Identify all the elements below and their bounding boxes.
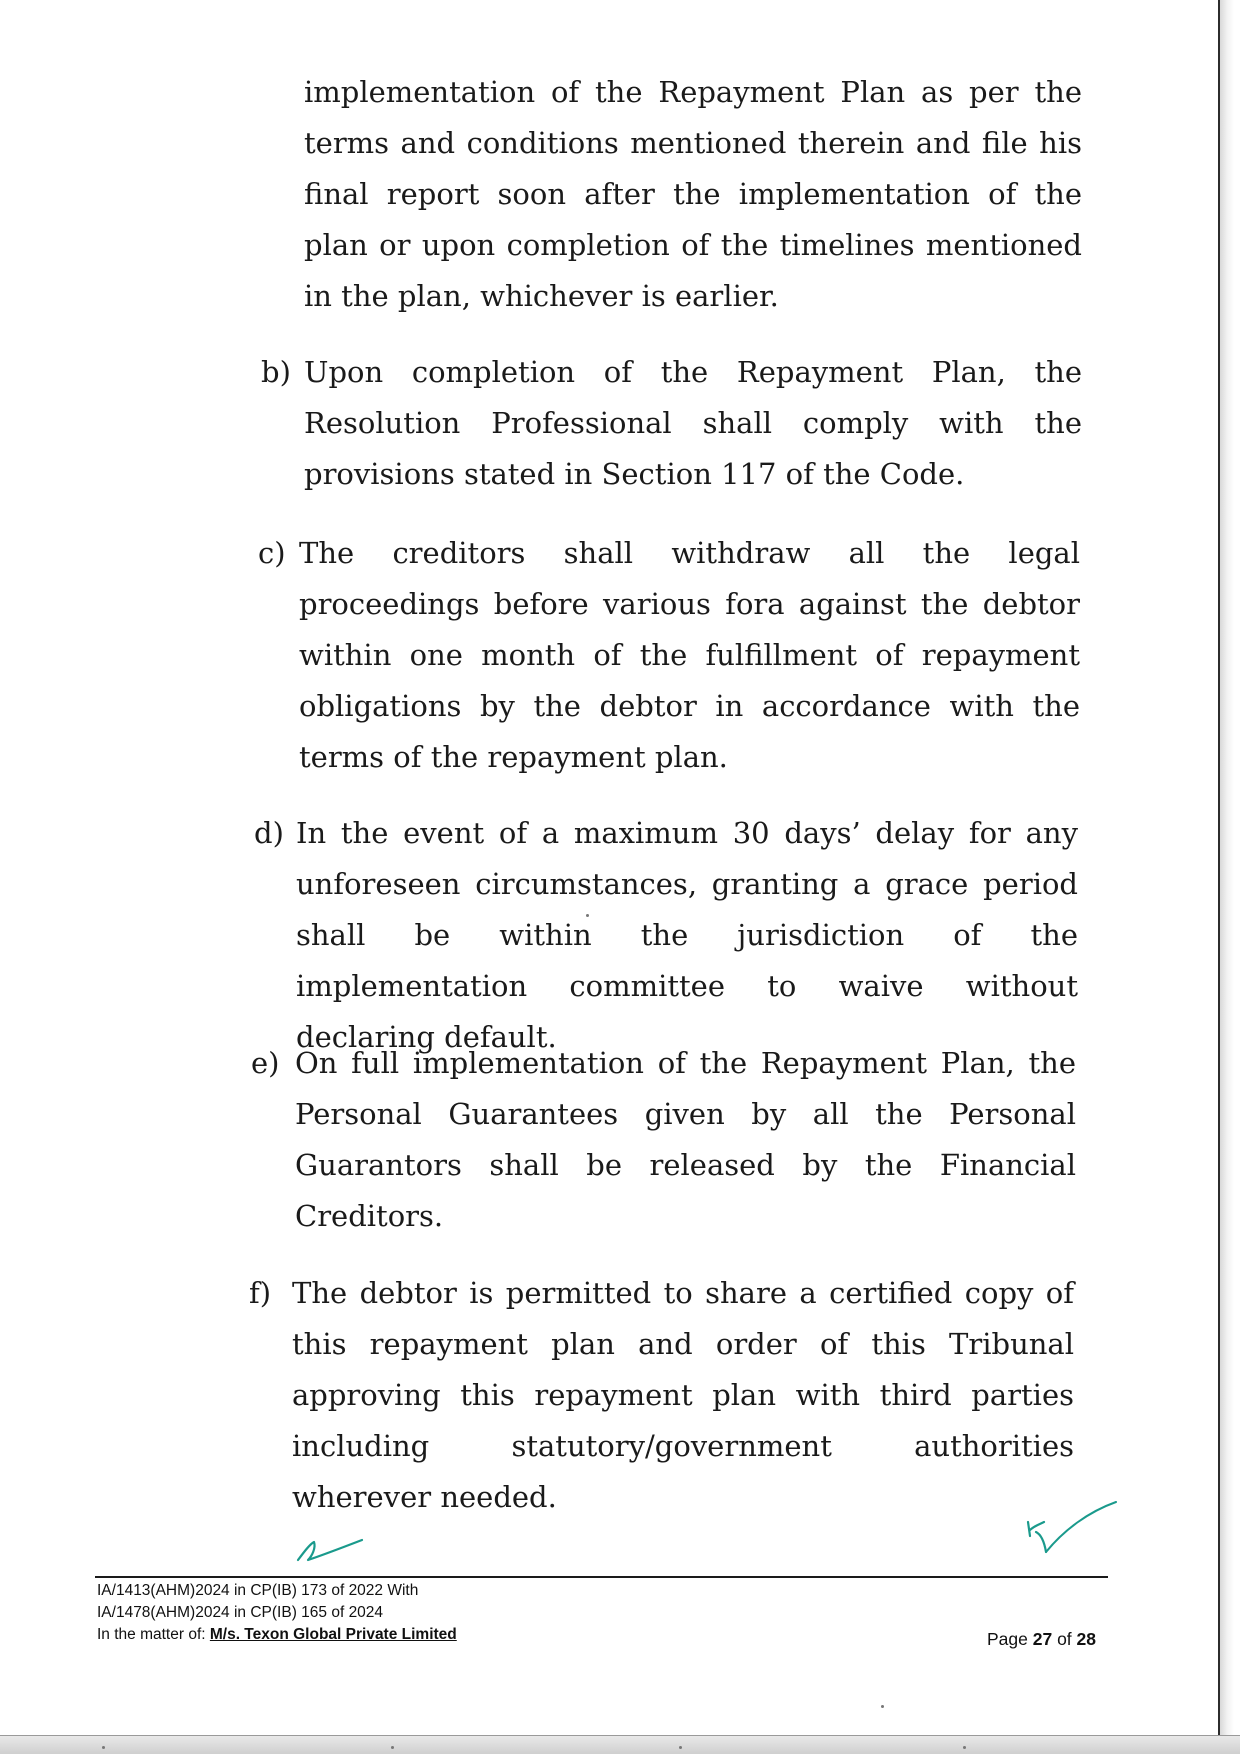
case-number-line-2: IA/1478(AHM)2024 in CP(IB) 165 of 2024 <box>97 1604 384 1621</box>
item-text: In the event of a maximum 30 days’ delay for any unforeseen circumstances, granting a grace period shall be within the jurisdiction of the implementation committee to waive without declaring default. <box>296 816 1078 1054</box>
item-label: b) <box>261 355 291 389</box>
footer-case-info <box>97 1580 717 1646</box>
page-separator: of <box>1052 1629 1077 1649</box>
item-text: The debtor is permitted to share a certified copy of this repayment plan and order of this Tribunal approving this repayment plan with third parties including statutory/government authorities wherever needed. <box>292 1276 1074 1514</box>
scan-bottom-edge <box>0 1735 1240 1754</box>
matter-prefix: In the matter of: <box>97 1626 210 1643</box>
page-total: 28 <box>1076 1629 1096 1649</box>
item-text: On full implementation of the Repayment Plan, the Personal Guarantees given by all the Personal Guarantors shall be released by the Financial Creditors. <box>295 1046 1076 1233</box>
initial-signature-left <box>292 1530 368 1566</box>
item-label: c) <box>258 536 286 570</box>
matter-line <box>97 1624 717 1646</box>
page-prefix: Page <box>987 1629 1033 1649</box>
intro-paragraph: implementation of the Repayment Plan as per the terms and conditions mentioned therein and file his final report soon after the implementation of the plan or upon completion of the timelines mentioned in the plan, whichever is earlier. <box>304 75 1082 313</box>
page-current: 27 <box>1032 1629 1053 1649</box>
scan-right-edge <box>1218 0 1240 1754</box>
page-number <box>987 1628 1096 1650</box>
scan-speck <box>881 1705 884 1708</box>
scan-speck <box>102 1746 105 1749</box>
scan-speck <box>586 914 589 917</box>
item-label: f) <box>249 1276 272 1310</box>
item-label: e) <box>251 1046 280 1080</box>
initial-signature-right <box>1018 1496 1122 1560</box>
item-text: Upon completion of the Repayment Plan, the Resolution Professional shall comply with the provisions stated in Section 117 of the Code. <box>304 355 1082 491</box>
footer-divider <box>95 1576 1108 1578</box>
item-label: d) <box>254 816 284 850</box>
scan-speck <box>391 1746 394 1749</box>
case-number-line-1: IA/1413(AHM)2024 in CP(IB) 173 of 2022 With <box>97 1582 419 1599</box>
scan-speck <box>679 1746 682 1749</box>
scan-speck <box>963 1746 966 1749</box>
item-text: The creditors shall withdraw all the legal proceedings before various fora against the debtor within one month of the fulfillment of repayment obligations by the debtor in accordance with the terms of the repayment plan. <box>299 536 1080 774</box>
matter-name: M/s. Texon Global Private Limited <box>209 1626 457 1643</box>
